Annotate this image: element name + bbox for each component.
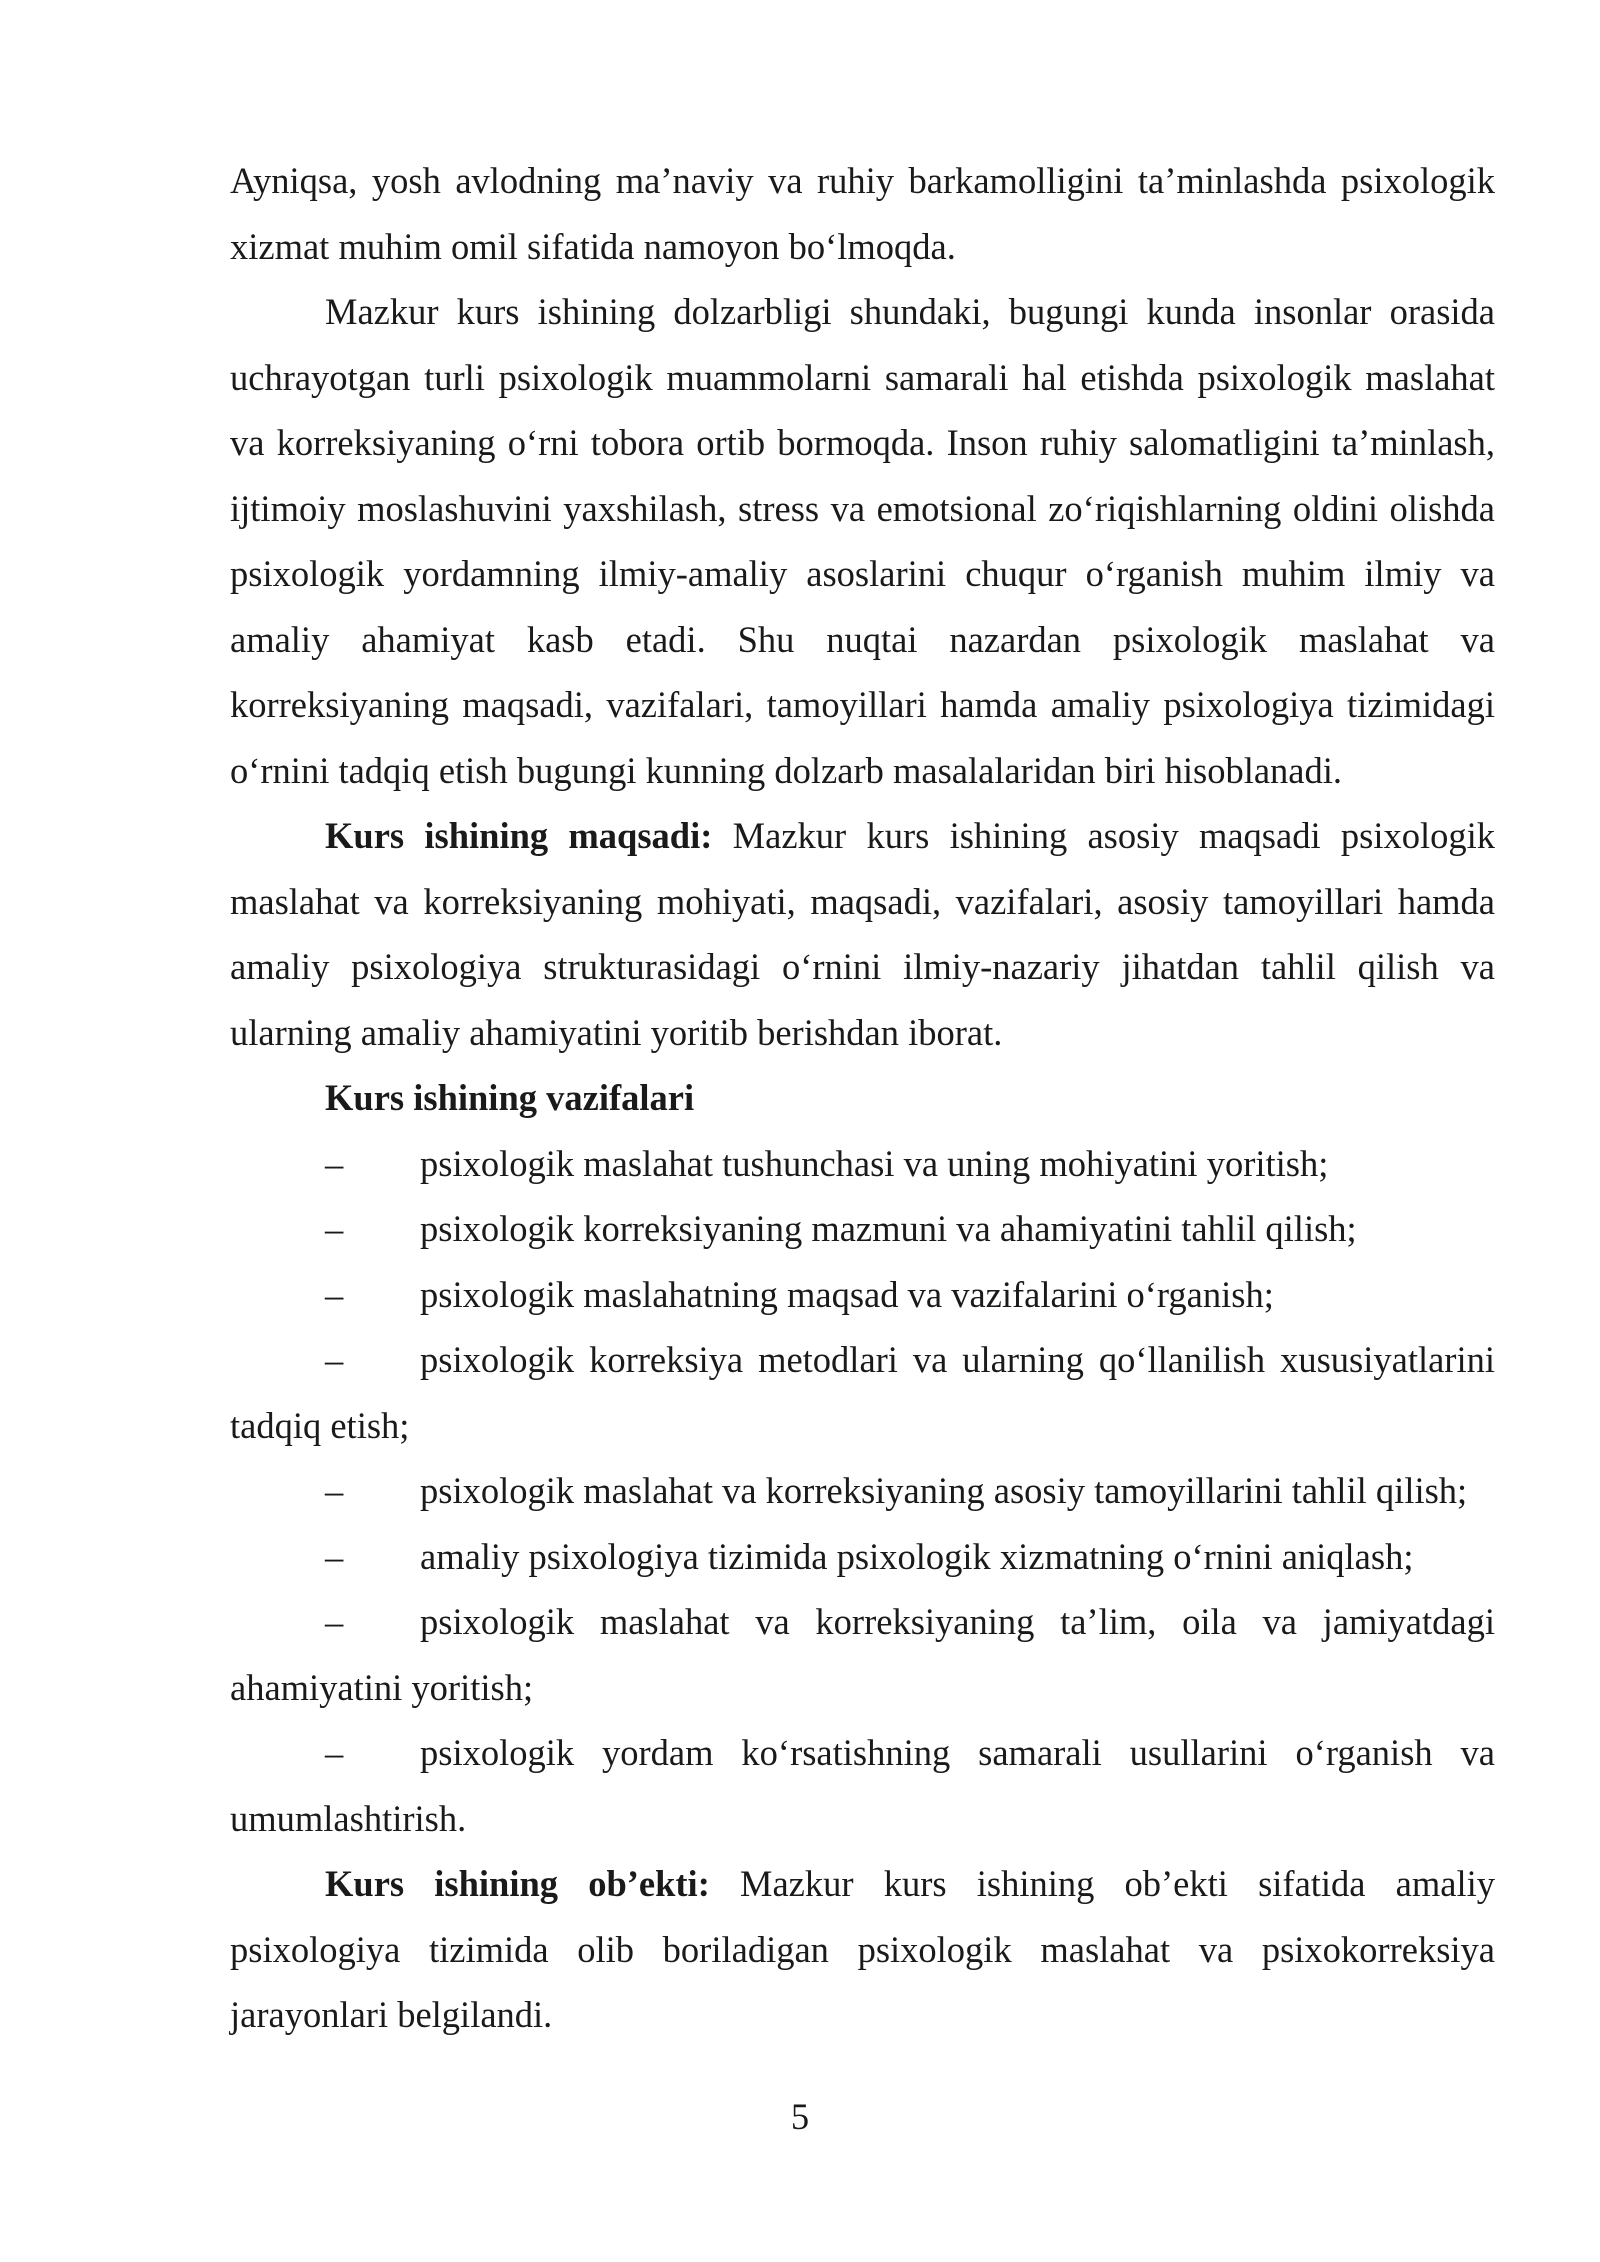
paragraph-relevance: Mazkur kurs ishining dolzarbligi shundaki, bugungi kunda insonlar orasida uchrayotgan turli psixologik muammolarni samarali hal etishda psixologik maslahat va korreksiyaning o‘rni tobora ortib bormoqda. Inson ruhiy salomatligini ta’minlash, ijtimoiy moslashuvini yaxshilash, stress va emotsional zo‘riqishlarning oldini olishda psixologik yordamning ilmiy-amaliy asoslarini chuqur o‘rganish muhim ilmiy va amaliy ahamiyat kasb etadi. Shu nuqtai nazardan psixologik maslahat va korreksiyaning maqsadi, vazifalari, tamoyillari hamda amaliy psixologiya tizimidagi o‘rnini tadqiq etish bugungi kunning dolzarb masalalaridan biri hisoblanadi. (230, 291, 1495, 791)
tasks-list (230, 1131, 1495, 1852)
paragraph-intro: Ayniqsa, yosh avlodning ma’naviy va ruhiy barkamolligini ta’minlashda psixologik xizmat muhim omil sifatida namoyon bo‘lmoqda. (230, 160, 1495, 267)
list-item (230, 1524, 1495, 1590)
page-number: 5 (790, 2096, 810, 2137)
list-item-text: psixologik maslahat tushunchasi va uning mohiyatini yoritish; (420, 1142, 1329, 1184)
list-item (230, 1262, 1495, 1328)
list-item-text: psixologik korreksiyaning mazmuni va ahamiyatini tahlil qilish; (420, 1208, 1357, 1249)
dash-marker: – (325, 1470, 344, 1511)
document-body (230, 148, 1495, 2048)
list-item (230, 1196, 1495, 1262)
list-item (230, 1458, 1495, 1524)
dash-marker: – (325, 1601, 344, 1642)
goal-text: Mazkur kurs ishining asosiy maqsadi psixologik maslahat va korreksiyaning mohiyati, maqsadi, vazifalari, asosiy tamoyillari hamda amaliy psixologiya strukturasidagi o‘rnini ilmiy-nazariy jihatdan tahlil qilish va ularning amaliy ahamiyatini yoritib berishdan iborat. (230, 815, 1495, 1053)
list-item-text: psixologik korreksiya metodlari va ularning qo‘llanilish xususiyatlarini tadqiq etish; (230, 1339, 1495, 1446)
dash-marker: – (325, 1142, 344, 1184)
list-item-text: psixologik maslahat va korreksiyaning ta’lim, oila va jamiyatdagi ahamiyatini yoritish; (230, 1601, 1495, 1708)
paragraph-goal (230, 803, 1495, 1065)
tasks-heading: Kurs ishining vazifalari (325, 1077, 695, 1118)
paragraph-object (230, 1851, 1495, 2048)
object-text: Mazkur kurs ishining ob’ekti sifatida amaliy psixologiya tizimida olib boriladigan psixologik maslahat va psixokorreksiya jarayonlari belgilandi. (230, 1863, 1495, 2035)
dash-marker: – (325, 1208, 344, 1249)
list-item-text: psixologik yordam ko‘rsatishning samarali usullarini o‘rganish va umumlashtirish. (230, 1732, 1495, 1839)
list-item (230, 1589, 1495, 1720)
list-item-text: psixologik maslahat va korreksiyaning asosiy tamoyillarini tahlil qilish; (420, 1470, 1468, 1511)
dash-marker: – (325, 1339, 344, 1380)
dash-marker: – (325, 1732, 344, 1773)
dash-marker: – (325, 1535, 344, 1577)
list-item-text: amaliy psixologiya tizimida psixologik xizmatning o‘rnini aniqlash; (420, 1535, 1414, 1577)
object-label: Kurs ishining ob’ekti: (325, 1863, 710, 1904)
list-item (230, 1131, 1495, 1197)
dash-marker: – (325, 1273, 344, 1315)
list-item (230, 1327, 1495, 1458)
list-item-text: psixologik maslahatning maqsad va vazifalarini o‘rganish; (420, 1273, 1274, 1315)
goal-label: Kurs ishining maqsadi: (325, 815, 713, 856)
list-item (230, 1720, 1495, 1851)
